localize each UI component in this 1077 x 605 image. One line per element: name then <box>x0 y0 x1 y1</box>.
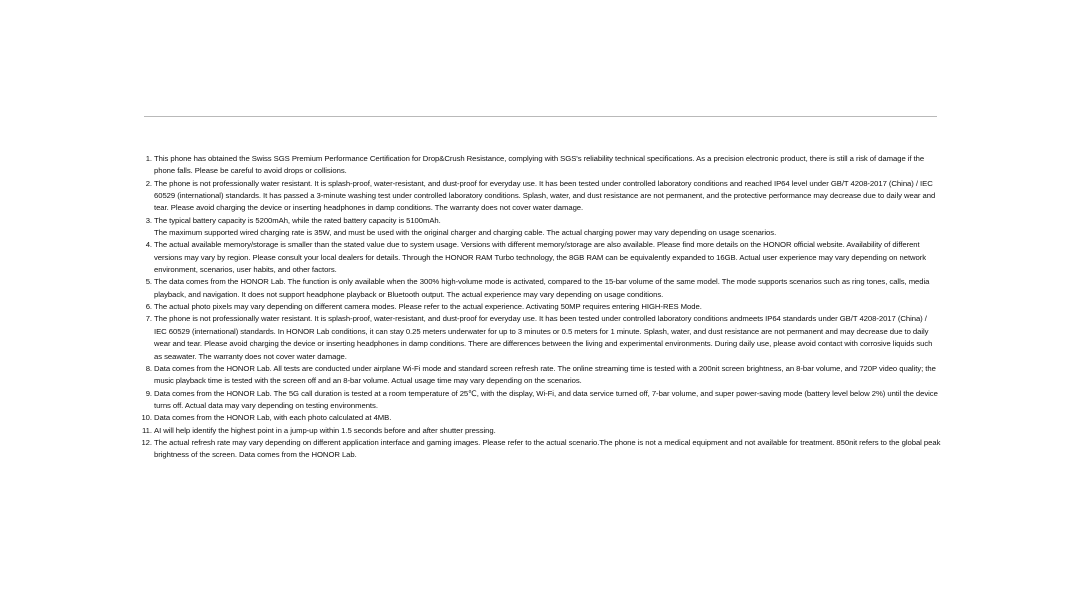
disclaimer-text: The actual refresh rate may vary depending on different application interface and gaming images. Please refer to the actual scenario.The phone is not a medical equipment and not available for treatment. 850nit refers to the global peak brightness of the screen. Data comes from the HONOR Lab. <box>154 437 941 460</box>
disclaimer-number: 8. <box>145 363 152 373</box>
disclaimer-text: Data comes from the HONOR Lab, with each photo calculated at 4MB. <box>154 413 392 423</box>
disclaimer-number: 3. <box>145 215 152 225</box>
disclaimer-number: 2. <box>145 178 152 188</box>
disclaimer-text: The actual photo pixels may vary depending on different camera modes. Please refer to the actual experience. Activating 50MP requires entering HIGH-RES Mode. <box>154 302 702 312</box>
disclaimer-item-1 <box>140 153 941 178</box>
disclaimer-number: 12. <box>141 437 152 447</box>
disclaimer-text: The phone is not professionally water resistant. It is splash-proof, water-resistant, and dust-proof for everyday use. It has been tested under controlled laboratory conditions and reached IP64 level under GB/T 4208-2017 (China) / IEC 60529 (international) standards. It has passed a 3-minute washing test under controlled laboratory conditions. Splash, water, and dust resistance are not permanent, and the protective performance may decrease due to daily wear and tear. Please avoid charging the device or inserting headphones in damp conditions. The warranty does not cover water damage. <box>154 178 936 213</box>
disclaimer-text: AI will help identify the highest point in a jump-up within 1.5 seconds before and after shutter pressing. <box>154 425 496 435</box>
disclaimer-item-12 <box>140 437 941 462</box>
disclaimer-number: 10. <box>141 413 152 423</box>
disclaimer-continuation: The maximum supported wired charging rate is 35W, and must be used with the original charger and charging cable. The actual charging power may vary depending on usage scenarios. <box>154 228 777 238</box>
disclaimer-text: The typical battery capacity is 5200mAh, while the rated battery capacity is 5100mAh. <box>154 215 441 225</box>
disclaimer-item-10 <box>140 412 941 424</box>
disclaimer-item-3 <box>140 215 941 240</box>
disclaimer-text: The actual available memory/storage is smaller than the stated value due to system usage. Versions with different memory/storage are also available. Please find more details on the HONOR official website. Availability of different versions may vary by region. Please consult your local dealers for details. Through the HONOR RAM Turbo technology, the 8GB RAM can be equivalently expanded to 16GB. Actual user experience may vary depending on network environment, scenarios, user habits, and other factors. <box>154 240 927 275</box>
disclaimer-number: 9. <box>145 388 152 398</box>
disclaimer-number: 5. <box>145 277 152 287</box>
disclaimer-item-4 <box>140 239 941 276</box>
disclaimer-text: The phone is not professionally water resistant. It is splash-proof, water-resistant, and dust-proof for everyday use. It has been tested under controlled laboratory conditions andmeets IP64 standards under GB/T 4208-2017 (China) / IEC 60529 (international) standards. In HONOR Lab conditions, it can stay 0.25 meters underwater for up to 3 minutes or 0.5 meters for 1 minute. Splash, water, and dust resistance are not permanent and may decrease due to daily wear and tear. Please avoid charging the device or inserting headphones in damp conditions. There are differences between the living and experimental environments. During daily use, please avoid contact with corrosive liquids such as seawater. The warranty does not cover water damage. <box>154 314 933 361</box>
disclaimer-text: Data comes from the HONOR Lab. The 5G call duration is tested at a room temperature of 25℃, with the display, Wi-Fi, and data service turned off, 7-bar volume, and super power-saving mode (battery level below 2%) until the device turns off. Actual data may vary depending on testing environments. <box>154 388 938 410</box>
disclaimer-item-11 <box>140 425 941 437</box>
disclaimer-number: 4. <box>145 240 152 250</box>
disclaimer-number: 1. <box>145 154 152 163</box>
disclaimer-number: 7. <box>145 314 152 324</box>
disclaimer-item-6 <box>140 301 941 313</box>
disclaimer-text: The data comes from the HONOR Lab. The function is only available when the 300% high-volume mode is activated, compared to the 15-bar volume of the same model. The mode supports scenarios such as ring tones, calls, media playback, and navigation. It does not support headphone playback or Bluetooth output. The actual experience may vary depending on usage conditions. <box>154 277 930 299</box>
disclaimer-item-2 <box>140 178 941 215</box>
disclaimer-item-5 <box>140 276 941 301</box>
disclaimer-list <box>140 153 941 462</box>
disclaimer-item-7 <box>140 313 941 362</box>
disclaimer-item-9 <box>140 388 941 413</box>
disclaimer-number: 6. <box>145 302 152 312</box>
disclaimer-number: 11. <box>142 425 152 435</box>
disclaimer-text: Data comes from the HONOR Lab. All tests are conducted under airplane Wi-Fi mode and standard screen refresh rate. The online streaming time is tested with a 200nit screen brightness, an 8-bar volume, and 720P video quality; the music playback time is tested with the screen off and an 8-bar volume. Actual usage time may vary depending on the scenarios. <box>154 363 936 386</box>
disclaimer-text: This phone has obtained the Swiss SGS Premium Performance Certification for Drop&Crush Resistance, complying with SGS's reliability technical specifications. As a precision electronic product, there is still a risk of damage if the phone falls. Please be careful to avoid drops or collisions. <box>154 154 925 176</box>
disclaimer-item-8 <box>140 363 941 388</box>
top-divider <box>144 116 937 117</box>
